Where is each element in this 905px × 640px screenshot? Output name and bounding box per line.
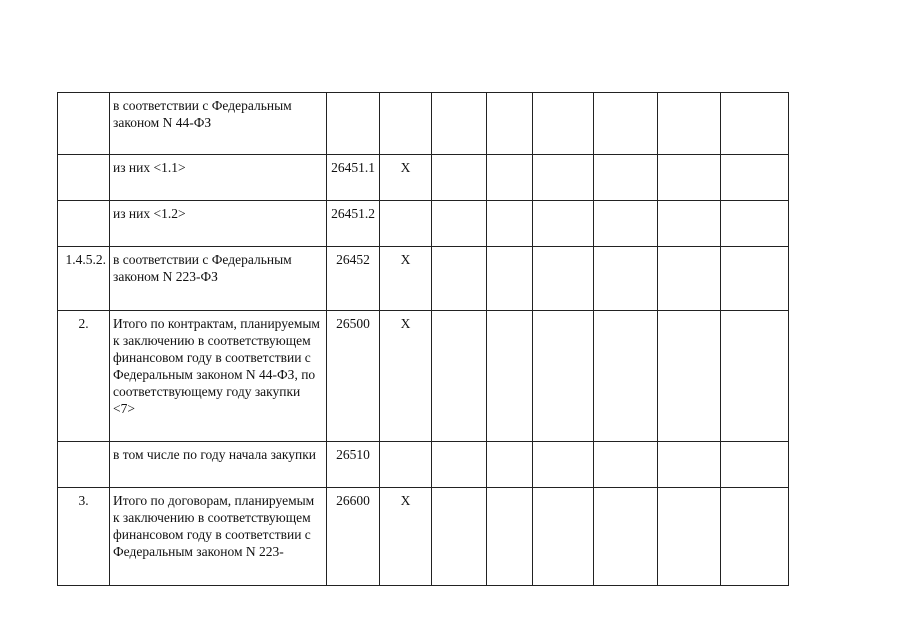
row-description: из них <1.1> xyxy=(110,155,327,201)
row-number xyxy=(58,155,110,201)
value-cell xyxy=(487,93,533,155)
value-cell xyxy=(658,442,721,488)
row-code: 26452 xyxy=(327,247,380,311)
value-cell xyxy=(487,201,533,247)
row-description: Итого по договорам, планируемым к заключению в соответствующем финансовом году в соответствии с Федеральным законом N 223- xyxy=(110,488,327,586)
row-mark: X xyxy=(380,155,432,201)
row-mark: X xyxy=(380,247,432,311)
row-number xyxy=(58,201,110,247)
row-mark xyxy=(380,201,432,247)
row-number xyxy=(58,93,110,155)
row-code xyxy=(327,93,380,155)
table-row xyxy=(58,488,789,586)
value-cell xyxy=(432,247,487,311)
value-cell xyxy=(487,247,533,311)
table-row xyxy=(58,93,789,155)
row-code: 26510 xyxy=(327,442,380,488)
value-cell xyxy=(432,311,487,442)
value-cell xyxy=(721,442,789,488)
row-description: в том числе по году начала закупки xyxy=(110,442,327,488)
value-cell xyxy=(533,442,594,488)
table-row xyxy=(58,442,789,488)
value-cell xyxy=(432,488,487,586)
value-cell xyxy=(432,201,487,247)
row-number: 2. xyxy=(58,311,110,442)
row-code: 26451.2 xyxy=(327,201,380,247)
value-cell xyxy=(432,155,487,201)
row-mark xyxy=(380,93,432,155)
value-cell xyxy=(533,311,594,442)
value-cell xyxy=(594,93,658,155)
document-table xyxy=(57,92,789,586)
value-cell xyxy=(533,155,594,201)
value-cell xyxy=(721,311,789,442)
value-cell xyxy=(721,93,789,155)
value-cell xyxy=(533,247,594,311)
value-cell xyxy=(721,201,789,247)
value-cell xyxy=(658,155,721,201)
value-cell xyxy=(721,155,789,201)
row-number: 3. xyxy=(58,488,110,586)
value-cell xyxy=(658,201,721,247)
value-cell xyxy=(594,311,658,442)
value-cell xyxy=(487,488,533,586)
row-mark: X xyxy=(380,488,432,586)
row-number: 1.4.5.2. xyxy=(58,247,110,311)
table-row xyxy=(58,311,789,442)
value-cell xyxy=(487,155,533,201)
value-cell xyxy=(487,311,533,442)
value-cell xyxy=(721,247,789,311)
value-cell xyxy=(533,488,594,586)
row-code: 26600 xyxy=(327,488,380,586)
row-description: Итого по контрактам, планируемым к заключению в соответствующем финансовом году в соответствии с Федеральным законом N 44-ФЗ, по соответствующему году закупки <7> xyxy=(110,311,327,442)
table-row xyxy=(58,201,789,247)
row-mark: X xyxy=(380,311,432,442)
value-cell xyxy=(594,442,658,488)
value-cell xyxy=(594,488,658,586)
value-cell xyxy=(594,201,658,247)
value-cell xyxy=(658,93,721,155)
row-code: 26500 xyxy=(327,311,380,442)
value-cell xyxy=(432,93,487,155)
value-cell xyxy=(721,488,789,586)
row-number xyxy=(58,442,110,488)
value-cell xyxy=(658,488,721,586)
value-cell xyxy=(658,311,721,442)
row-mark xyxy=(380,442,432,488)
value-cell xyxy=(658,247,721,311)
value-cell xyxy=(533,93,594,155)
value-cell xyxy=(533,201,594,247)
value-cell xyxy=(594,247,658,311)
row-code: 26451.1 xyxy=(327,155,380,201)
table-row xyxy=(58,155,789,201)
value-cell xyxy=(432,442,487,488)
row-description: в соответствии с Федеральным законом N 44-ФЗ xyxy=(110,93,327,155)
row-description: из них <1.2> xyxy=(110,201,327,247)
table-row xyxy=(58,247,789,311)
row-description: в соответствии с Федеральным законом N 223-ФЗ xyxy=(110,247,327,311)
value-cell xyxy=(594,155,658,201)
value-cell xyxy=(487,442,533,488)
